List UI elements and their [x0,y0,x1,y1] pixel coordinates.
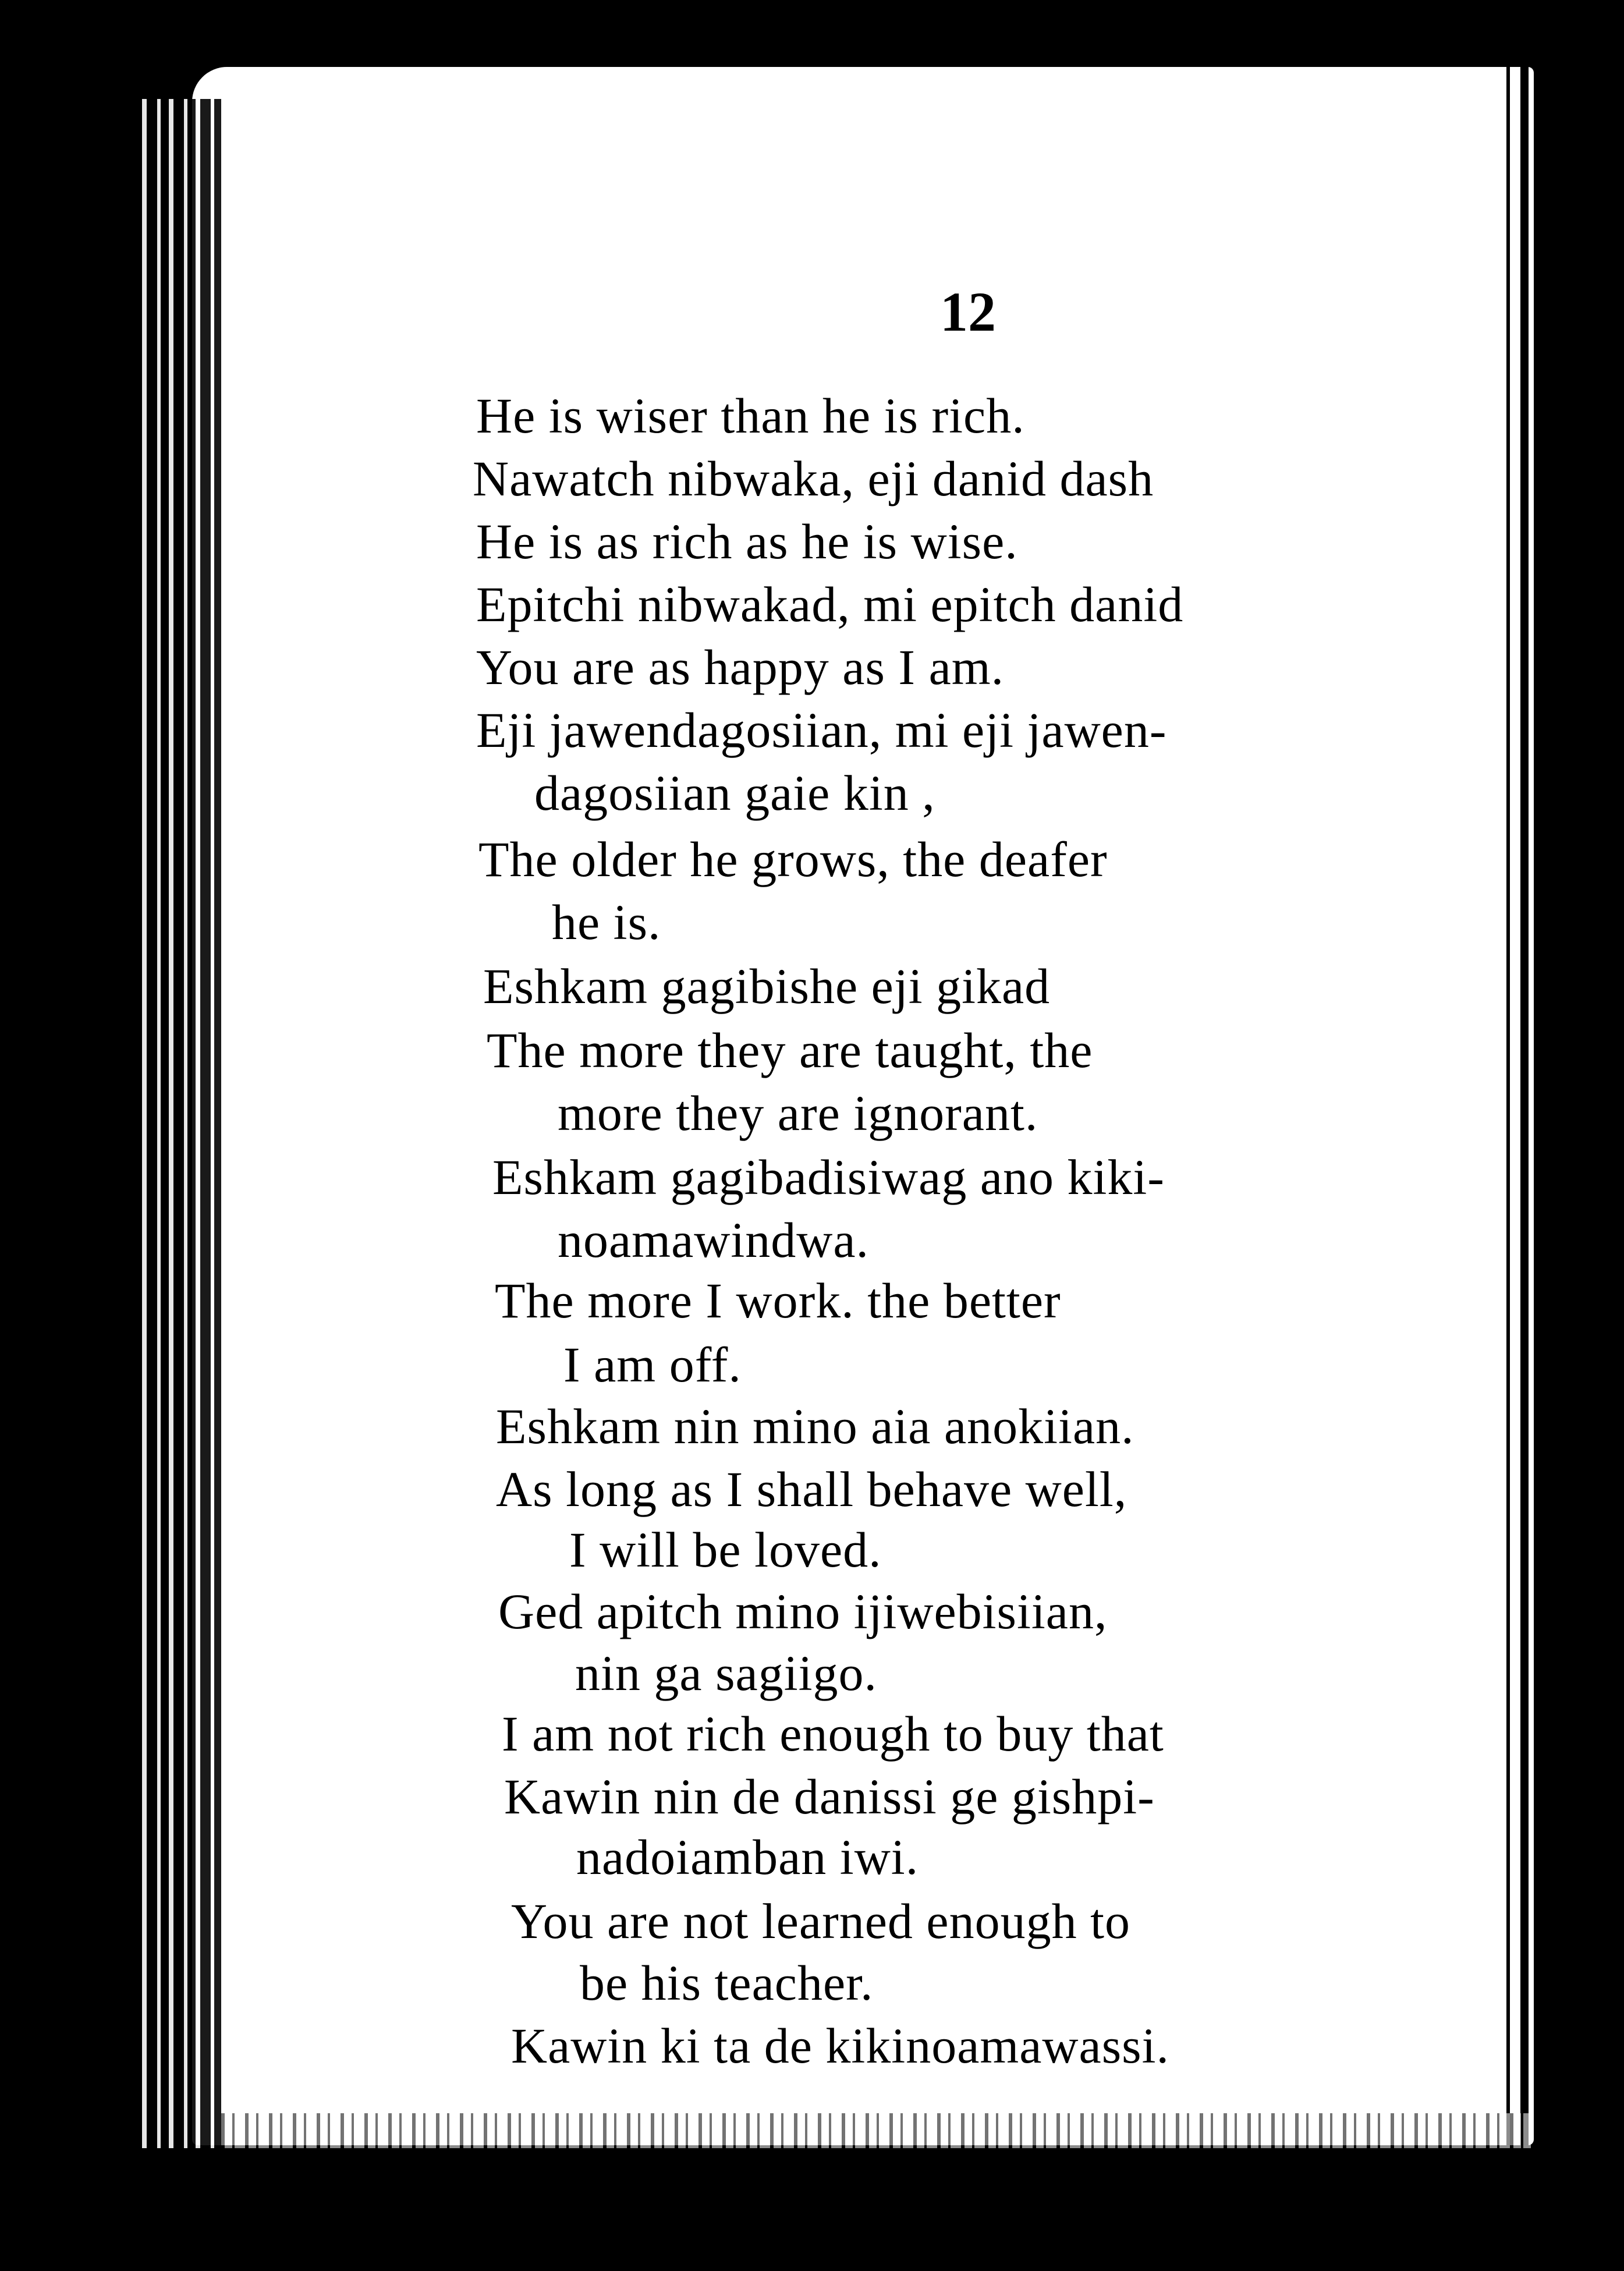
text-line: dagosiian gaie kin , [534,765,935,821]
page-bottom-edge [221,2113,1531,2148]
text-line: As long as I shall behave well, [496,1461,1127,1517]
text-line: You are not learned enough to [511,1893,1130,1949]
text-line: noamawindwa. [558,1212,870,1268]
text-line: I am not rich enough to buy that [502,1706,1164,1762]
text-line: Kawin ki ta de kikinoamawassi. [511,2018,1170,2074]
text-line: nin ga sagiigo. [575,1645,877,1701]
page-border-inner [1506,55,1510,2145]
text-line: Nawatch nibwaka, eji danid dash [473,451,1154,506]
text-line: Kawin nin de danissi ge gishpi- [504,1769,1155,1824]
page-border [1520,58,1529,2154]
text-line: He is as rich as he is wise. [476,513,1018,569]
text-line: Ged apitch mino ijiwebisiian, [498,1583,1108,1639]
text-line: he is. [552,894,661,950]
page-stack-edge [134,99,221,2148]
text-line: I am off. [563,1337,742,1393]
text-line: The more I work. the better [495,1273,1061,1328]
text-line: be his teacher. [580,1955,874,2011]
text-line: Eshkam nin mino aia anokiian. [496,1398,1134,1454]
text-line: The more they are taught, the [487,1022,1093,1078]
text-line: Eshkam gagibadisiwag ano kiki- [492,1149,1165,1205]
text-line: The older he grows, the deafer [478,831,1108,887]
text-line: He is wiser than he is rich. [476,388,1025,444]
text-line: more they are ignorant. [558,1085,1038,1141]
text-line: nadoiamban iwi. [576,1829,919,1885]
text-line: Eshkam gagibishe eji gikad [483,958,1051,1014]
text-line: You are as happy as I am. [476,639,1005,695]
text-line: I will be loved. [569,1522,882,1578]
text-line: Epitchi nibwakad, mi epitch danid [476,576,1184,632]
page-number: 12 [940,281,996,343]
text-line: Eji jawendagosiian, mi eji jawen- [476,702,1167,758]
